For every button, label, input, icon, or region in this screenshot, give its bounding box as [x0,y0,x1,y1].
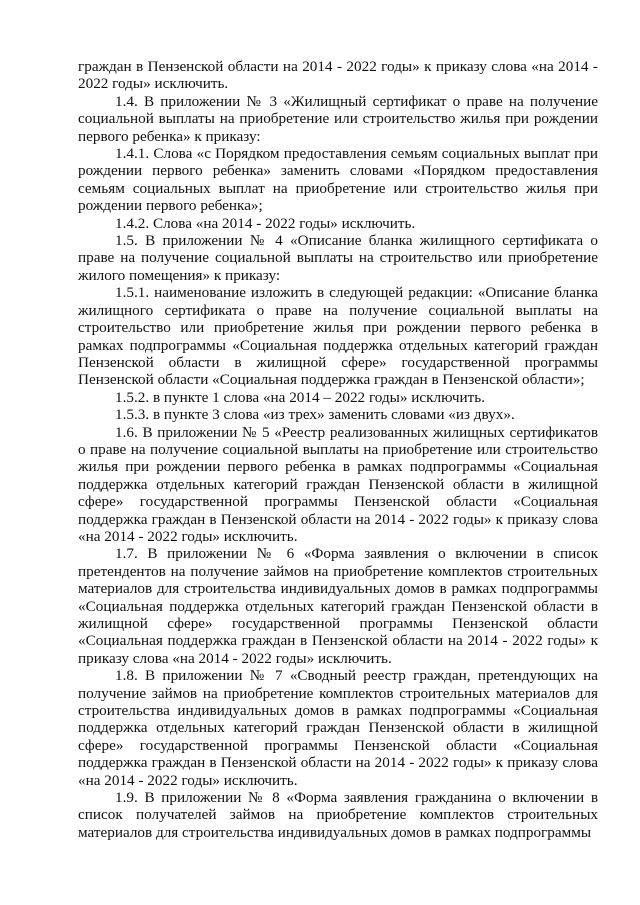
paragraph-1-4-2: 1.4.2. Слова «на 2014 - 2022 годы» исключить. [115,214,416,232]
paragraph-1-9: 1.9. В приложении № 8 «Форма заявления гражданина о включении в список получателей займов на приобретение комплектов строительных материалов для строительства индивидуальных домов в рамках подпрограммы [78,789,598,841]
paragraph-1-5-1: 1.5.1. наименование изложить в следующей редакции: «Описание бланка жилищного сертификата о праве на получение социальной выплаты на строительство или приобретение жилья при рождении первого ребенка в рамках подпрограммы «Социальная поддержка отдельных категорий граждан Пензенской области в жилищной сфере» государственной программы Пензенской области «Социальная поддержка граждан в Пензенской области»; [78,284,598,389]
paragraph-1-7: 1.7. В приложении № 6 «Форма заявления о включении в список претендентов на получение займов на приобретение комплектов строительных материалов для строительства индивидуальных домов в рамках подпрограммы «Социальная поддержка отдельных категорий граждан Пензенской области в жилищной сфере» государственной программы Пензенской области «Социальная поддержка граждан в Пензенской области на 2014 - 2022 годы» к приказу слова «на 2014 - 2022 годы» исключить. [78,545,598,667]
paragraph-1-5: 1.5. В приложении № 4 «Описание бланка жилищного сертификата о праве на получение социальной выплаты на строительство или приобретение жилого помещения» к приказу: [78,232,598,284]
paragraph-1-4-1: 1.4.1. Слова «с Порядком предоставления семьям социальных выплат при рождении первого ребенка» заменить словами «Порядком предоставления семьям социальных выплат на приобретение или строительство жилья при рождении первого ребенка»; [78,145,598,215]
paragraph-1-8: 1.8. В приложении № 7 «Сводный реестр граждан, претендующих на получение займов на приобретение комплектов строительных материалов для строительства индивидуальных домов в рамках подпрограммы «Социальная поддержка отдельных категорий граждан Пензенской области в жилищной сфере» государственной программы Пензенской области «Социальная поддержка граждан в Пензенской области на 2014 - 2022 годы» к приказу слова «на 2014 - 2022 годы» исключить. [78,667,598,789]
paragraph-1-5-2: 1.5.2. в пункте 1 слова «на 2014 – 2022 годы» исключить. [115,388,485,406]
paragraph-1-6: 1.6. В приложении № 5 «Реестр реализованных жилищных сертификатов о праве на получение социальной выплаты на приобретение или строительство жилья при рождении первого ребенка в рамках подпрограммы «Социальная поддержка отдельных категорий граждан Пензенской области в жилищной сфере» государственной программы Пензенской области «Социальная поддержка граждан в Пензенской области на 2014 - 2022 годы» к приказу слова «на 2014 - 2022 годы» исключить. [78,423,598,545]
paragraph-continuation: граждан в Пензенской области на 2014 - 2022 годы» к приказу слова «на 2014 - 2022 годы» исключить. [78,58,598,93]
paragraph-1-5-3: 1.5.3. в пункте 3 слова «из трех» заменить словами «из двух». [115,406,515,424]
paragraph-1-4: 1.4. В приложении № 3 «Жилищный сертификат о праве на получение социальной выплаты на приобретение или строительство жилья при рождении первого ребенка» к приказу: [78,92,598,145]
